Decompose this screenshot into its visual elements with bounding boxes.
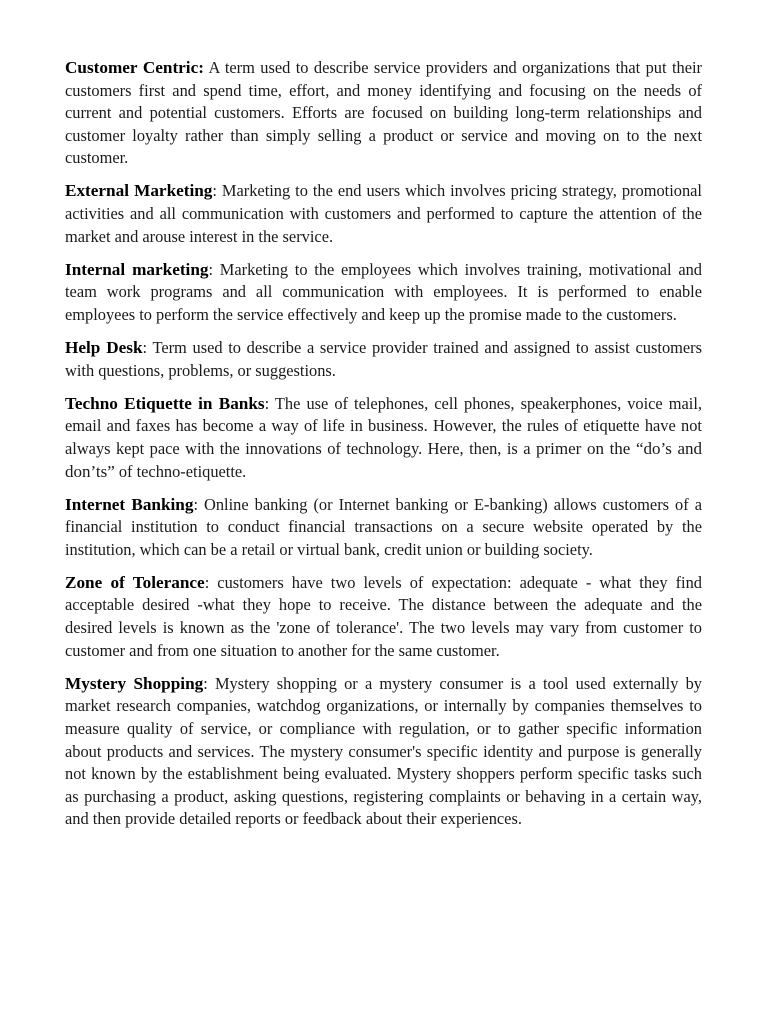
- glossary-definition: : Term used to describe a service provider trained and assigned to assist customers with questions, problems, or suggestions.: [65, 338, 702, 380]
- glossary-definition-end: of techno-etiquette.: [114, 461, 247, 481]
- glossary-term: Help Desk: [65, 338, 143, 358]
- glossary-definition: : The use of telephones, cell phones, speakerphones, voice mail, email and faxes has become a way of life in business. However, the rules of etiquette have not always kept pace with the innovations of technology. Here, then, is a: [65, 393, 702, 458]
- glossary-entry-external-marketing: [65, 180, 702, 248]
- glossary-term: Zone of Tolerance: [65, 572, 205, 592]
- glossary-definition: : Marketing to the end users which involves pricing strategy, promotional activities and all communication with customers and performed to capture the attention of the market and arouse interest in the service.: [65, 181, 702, 246]
- glossary-emphasis: primer on the “do’s and don’ts”: [65, 438, 703, 481]
- glossary-entry-customer-centric: [65, 57, 702, 170]
- glossary-entry-internal-marketing: [65, 259, 702, 327]
- glossary-entry-zone-of-tolerance: [65, 572, 702, 662]
- glossary-term: Customer Centric:: [65, 58, 204, 77]
- glossary-definition: : customers have two levels of expectation: adequate - what they find acceptable desired -what they hope to receive. The distance between the adequate and the desired levels is known as the 'zone of tolerance'. The two levels may vary from customer to customer and from one situation to another for the same customer.: [65, 572, 702, 660]
- glossary-term: Internet Banking: [65, 494, 194, 514]
- glossary-entry-help-desk: [65, 337, 702, 382]
- glossary-term: Mystery Shopping: [65, 673, 204, 693]
- glossary-definition: : Online banking (or Internet banking or E-banking) allows customers of a financial institution to conduct financial transactions on a secure website operated by the institution, which can be a retail or virtual bank, credit union or building society.: [65, 494, 702, 559]
- glossary-term: Internal marketing: [65, 259, 209, 279]
- glossary-term: External Marketing: [65, 181, 213, 201]
- glossary-entry-internet-banking: [65, 494, 702, 562]
- glossary-definition: A term used to describe service providers and organizations that put their customers first and spend time, effort, and money identifying and focusing on the needs of current and potential customers. Efforts are focused on building long-term relationships and customer loyalty rather than simply selling a product or service and moving on to the next customer.: [65, 58, 702, 168]
- glossary-entry-techno-etiquette: [65, 393, 702, 483]
- glossary-entry-mystery-shopping: [65, 673, 702, 831]
- glossary-term: Techno Etiquette in Banks: [65, 393, 265, 413]
- glossary-definition: : Marketing to the employees which involves training, motivational and team work programs and all communication with employees. It is performed to enable employees to perform the service effectively and keep up the promise made to the customers.: [65, 259, 702, 324]
- document-page: [65, 57, 702, 841]
- glossary-definition: : Mystery shopping or a mystery consumer is a tool used externally by market research companies, watchdog organizations, or internally by companies themselves to measure quality of service, or compliance with regulation, or to gather specific information about products and services. The mystery consumer's specific identity and purpose is generally not known by the establishment being evaluated. Mystery shoppers perform specific tasks such as purchasing a product, asking questions, registering complaints or behaving in a certain way, and then provide detailed reports or feedback about their experiences.: [65, 673, 702, 829]
